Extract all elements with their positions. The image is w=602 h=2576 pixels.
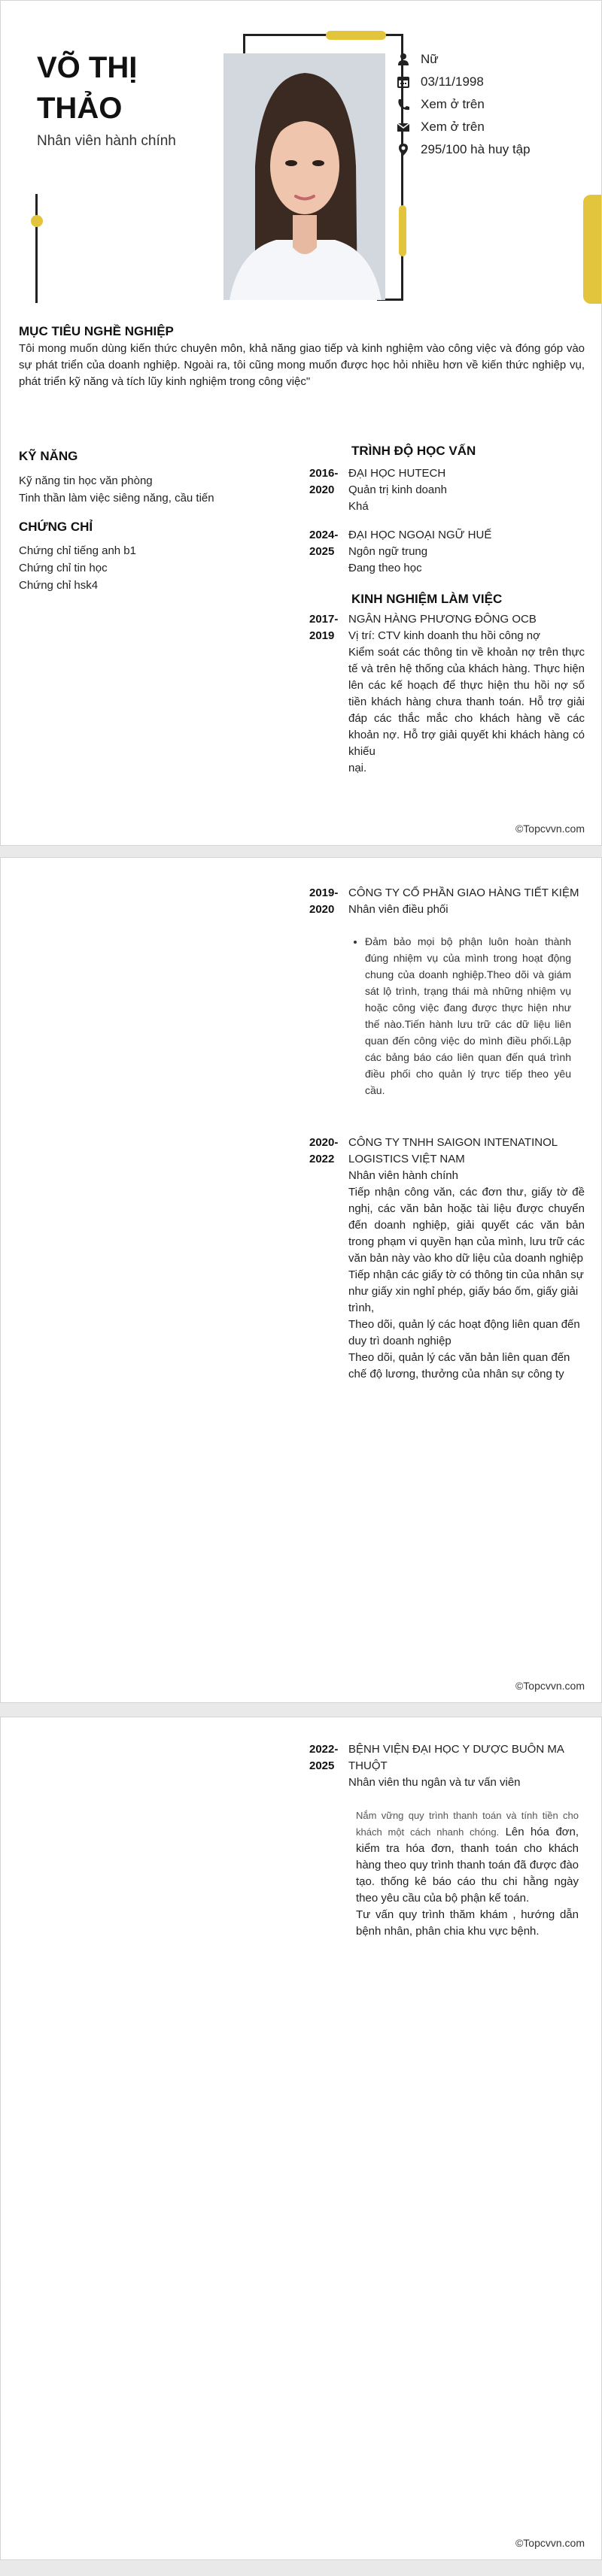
job-desc: Tiếp nhận các giấy tờ có thông tin của nhân sự như giấy xin nghỉ phép, giấy báo ốm, giấy giải trình,: [348, 1268, 584, 1314]
objective-heading: MỤC TIÊU NGHỀ NGHIỆP: [19, 324, 174, 338]
job-desc: Theo dõi, quản lý các hoạt động liên quan đến duy trì doanh nghiệp: [348, 1318, 580, 1347]
cv-page-2: [0, 857, 602, 1703]
skills-heading: KỸ NĂNG: [19, 449, 78, 463]
edu-entry: ĐẠI HỌC HUTECH Quản trị kinh doanh Khá: [348, 467, 447, 513]
candidate-title: Nhân viên hành chính: [37, 133, 176, 149]
certificate-item: Chứng chỉ tiếng anh b1: [19, 544, 136, 557]
job-years: 2020- 2022: [309, 1136, 339, 1165]
job-company: BỆNH VIỆN ĐẠI HỌC Y DƯỢC BUÔN MA THUỘT: [348, 1743, 564, 1772]
edu-years: 2016- 2020: [309, 467, 339, 496]
footer-brand: ©Topcvvn.com: [515, 1680, 585, 1692]
job-entry: [348, 1135, 585, 1383]
certificate-item: Chứng chỉ tin học: [19, 562, 108, 574]
frame-top-accent: [326, 31, 386, 40]
experience-heading: KINH NGHIỆM LÀM VIỆC: [351, 592, 503, 606]
job-entry: [348, 611, 585, 777]
job-position: Nhân viên điều phối: [348, 903, 448, 916]
info-email: Xem ở trên: [397, 120, 485, 135]
info-dob: 03/11/1998: [397, 74, 484, 89]
calendar-icon: [397, 75, 410, 89]
job-desc: Kiểm soát các thông tin về khoản nợ trên thực tế và trên hệ thống của khách hàng. Thực hiện lên các kế hoạch để thực hiện thu hồi nợ số tiền khách hàng chưa thanh toán. Hỗ trợ giải đáp các thắc mắc cho khách hàng về các khoản nợ. Hỗ trợ giải quyết khi khách hàng có khiếu: [348, 646, 585, 758]
phone-icon: [397, 98, 410, 111]
certificates-heading: CHỨNG CHỈ: [19, 520, 93, 534]
info-address: 295/100 hà huy tập: [397, 142, 531, 157]
job-desc: Tiếp nhận công văn, các đơn thư, giấy tờ đề nghị, các văn bản hoặc tài liệu được chuyển đến doanh nghiệp, giải quyết các văn bản trong phạm vi quyền hạn của mình, lưu trữ các văn bản này vào kho dữ liệu của doanh nghiệp: [348, 1186, 585, 1265]
footer-brand: ©Topcvvn.com: [515, 2537, 585, 2549]
objective-text: Tôi mong muốn dùng kiến thức chuyên môn, khả năng giao tiếp và kinh nghiệm vào công việc và đóng góp vào sự phát triển của doanh nghiệp. Ngoài ra, tôi cũng mong muốn được học hỏi nhiều hơn về kiến thức nghiệp vụ, phát triển kỹ năng và tích lũy kinh nghiệm trong công việc": [19, 342, 585, 388]
job-years: 2022- 2025: [309, 1743, 339, 1772]
job-years: 2017- 2019: [309, 613, 339, 642]
footer-brand: ©Topcvvn.com: [515, 823, 585, 835]
candidate-name: VÕ THỊ THẢO: [37, 51, 138, 125]
job-position: Nhân viên thu ngân và tư vấn viên: [348, 1776, 521, 1789]
job-entry: [348, 885, 585, 918]
job-position: Nhân viên hành chính: [348, 1169, 458, 1182]
edu-entry: ĐẠI HỌC NGOẠI NGỮ HUẾ Ngôn ngữ trung Đang theo học: [348, 529, 492, 574]
job-company: CÔNG TY TNHH SAIGON INTENATINOL LOGISTICS VIỆT NAM: [348, 1136, 558, 1165]
frame-left-line: [243, 34, 245, 55]
user-icon: [397, 53, 410, 66]
job-bullet: • Đảm bảo mọi bộ phận luôn hoàn thành đúng nhiệm vụ của mình trong hoạt động chung của doanh nghiệp.Theo dõi và giám sát lộ trình, trạng thái mà những nhiệm vụ hoặc công việc đang được thực hiện như thế nào.Tiến hành lưu trữ các dữ liệu liên quan đến công việc do mình điều phối.Lập các bảng báo cáo liên quan đến quá trình điều phối cho quản lý trực tiếp theo yêu cầu.: [365, 933, 571, 1099]
job-desc: Theo dõi, quản lý các văn bản liên quan đến chế độ lương, thưởng của nhân sự công ty: [348, 1351, 570, 1380]
left-accent-line: [35, 194, 38, 303]
frame-right-accent: [399, 205, 406, 256]
envelope-icon: [397, 120, 410, 134]
job-desc: nại.: [348, 762, 367, 774]
job-company: CÔNG TY CỔ PHẦN GIAO HÀNG TIẾT KIỆM: [348, 886, 579, 899]
cv-page-3: [0, 1717, 602, 2560]
job-company: NGÂN HÀNG PHƯƠNG ĐÔNG OCB: [348, 613, 537, 626]
edge-accent: [583, 195, 601, 304]
cv-page-1: [0, 0, 602, 846]
job-desc-block: [356, 1808, 579, 1940]
job-entry: [348, 1741, 585, 1791]
job-desc: Tư vấn quy trình thăm khám , hướng dẫn bệnh nhân, phân chia khu vực bệnh.: [356, 1908, 579, 1938]
edu-years: 2024- 2025: [309, 529, 339, 558]
job-desc: Lên hóa đơn, kiểm tra hóa đơn, thanh toán cho khách hàng theo quy trình thanh toán đã được đào tạo. thống kê báo cáo thu chi hằng ngày theo yêu cầu của bộ phận kế toán.: [356, 1826, 579, 1905]
left-accent-dot: [31, 215, 43, 227]
job-bullet-list: [348, 933, 571, 1099]
job-position: Vị trí: CTV kinh doanh thu hồi công nợ: [348, 629, 540, 642]
info-phone: Xem ở trên: [397, 97, 485, 112]
certificate-item: Chứng chỉ hsk4: [19, 579, 99, 592]
job-desc-small: Nắm vững quy trình thanh toán và tính tiền cho khách một cách nhanh chóng.: [356, 1810, 579, 1838]
skill-item: Tinh thần làm việc siêng năng, cầu tiến: [19, 492, 214, 505]
job-years: 2019- 2020: [309, 886, 339, 916]
profile-photo: [223, 53, 385, 300]
education-heading: TRÌNH ĐỘ HỌC VẤN: [351, 444, 476, 458]
skill-item: Kỹ năng tin học văn phòng: [19, 474, 153, 487]
info-gender: Nữ: [397, 52, 439, 67]
map-pin-icon: [397, 143, 410, 156]
